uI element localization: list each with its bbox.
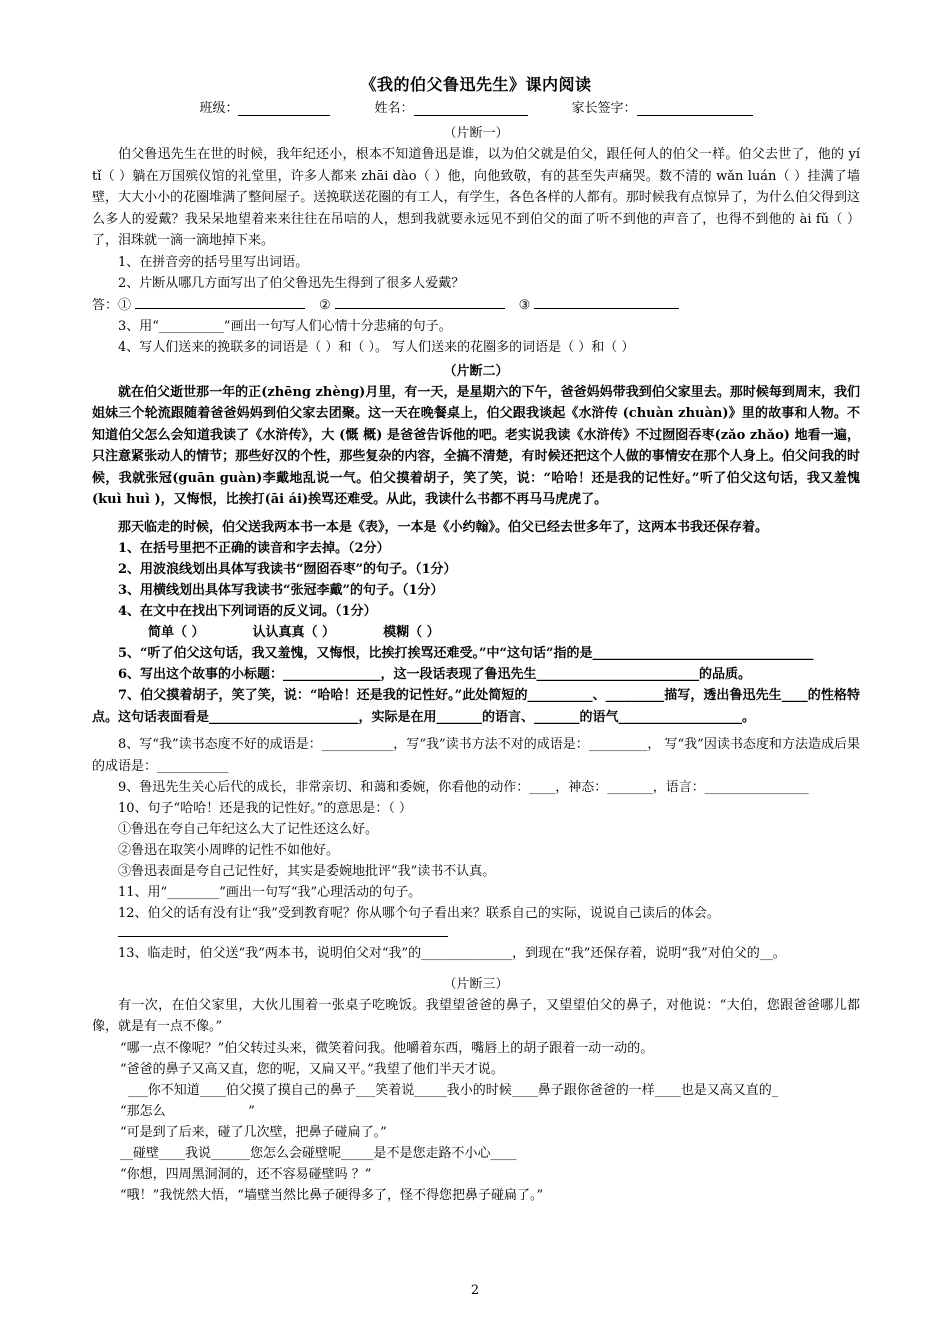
q10-option-3: ③鲁迅表面是夸自己记性好，其实是委婉地批评“我”读书不认真。 xyxy=(118,864,496,879)
dialog-line-4: “那怎么 ” xyxy=(120,1103,255,1119)
page-number: 2 xyxy=(470,1283,480,1298)
antonym-vague: 模糊（ ） xyxy=(383,625,440,640)
section2-label: （片断二） xyxy=(443,363,509,379)
section3-label: （片断三） xyxy=(443,976,509,992)
class-blank[interactable] xyxy=(238,101,330,116)
parent-sign-field xyxy=(572,97,753,116)
section2-paragraph-1: 就在伯父逝世那一年的正(zhēng zhèng)月里，有一天，是星期六的下午，爸爸妈妈带我到伯父家里去。那时候每到周末，我们姐妹三个轮流跟随着爸爸妈妈到伯父家去团聚。这一天在晚餐桌上，伯父跟我谈起《水浒传 (chuàn zhuàn)》里的故事和人物。不知道伯父怎么会知道我读了《水浒传》，大 (慨 概) 是爸爸告诉他的吧。老实说我读《水浒传》不过囫囵吞枣(zǎo zhǎo) 地看一遍，只注意紧张动人的情节；那些好汉的个性，那些复杂的内容，全搞不清楚，有时候还把这个人做的事情安在那个人身上。伯父问我的时候，我就张冠(guān guàn)李戴地乱说一气。伯父摸着胡子，笑了笑，说：“哈哈！还是我的记性好。”听了伯父这句话，我又羞愧(kuì huì )，又悔恨，比挨打(āi ái)挨骂还难受。从此，我读什么书都不再马马虎虎了。 xyxy=(92,384,860,507)
section2-question-13: 13、临走时，伯父送“我”两本书，说明伯父对“我”的______________，到现在“我”还保存着，说明“我”对伯父的__。 xyxy=(118,946,786,961)
section2-question-7: 7、伯父摸着胡子，笑了笑，说：“哈哈！还是我的记性好。”此处简短的__________、_________描写，透出鲁迅先生____的性格特点。这句话表面看是_______________________，实际是在用_______的语言、_______的语气___________________。 xyxy=(92,688,860,725)
student-info-row xyxy=(92,97,860,116)
section3-paragraph: 有一次，在伯父家里，大伙儿围着一张桌子吃晚饭。我望望爸爸的鼻子，又望望伯父的鼻子，对他说：“大伯，您跟爸爸哪儿都像，就是有一点不像。” xyxy=(92,997,860,1034)
class-label: 班级： xyxy=(199,101,239,116)
section2-question-6: 6、写出这个故事的小标题：_______________，这一段话表现了鲁迅先生_________________________的品质。 xyxy=(118,667,752,682)
antonym-row xyxy=(92,622,860,643)
answer-blank-3[interactable] xyxy=(534,294,679,309)
section1-paragraph: 伯父鲁迅先生在世的时候，我年纪还小，根本不知道鲁迅是谁，以为伯父就是伯父，跟任何人的伯父一样。伯父去世了，他的 yí tǐ（ ）躺在万国殡仪馆的礼堂里，许多人都来 zhāi dào（ ）他，向他致敬，有的甚至失声痛哭。数不清的 wǎn luán（ ）挂满了墙壁，大大小小的花圈堆满了整间屋子。送挽联送花圈的有工人，有学生，各色各样的人都有。那时候我有点惊异了，为什么伯父得到这么多人的爱戴？我呆呆地望着来来往往在吊唁的人，想到我就要永远见不到伯父的面了听不到他的声音了，也得不到他的 ài fǔ（ ）了，泪珠就一滴一滴地掉下来。 xyxy=(92,147,860,248)
name-label: 姓名： xyxy=(374,101,414,116)
section2-paragraph-2: 那天临走的时候，伯父送我两本书一本是《表》，一本是《小约翰》。伯父已经去世多年了，这两本书我还保存着。 xyxy=(118,519,769,535)
section2-question-2: 2、用波浪线划出具体写我读书“囫囵吞枣”的句子。（1分） xyxy=(118,562,457,577)
dialog-line-1: “哪一点不像呢？”伯父转过头来，微笑着问我。他嚼着东西，嘴唇上的胡子跟着一动一动的。 xyxy=(120,1040,654,1056)
section2-question-9: 9、鲁迅先生关心后代的成长，非常亲切、和蔼和委婉，你看他的动作：____，神态：_______，语言：________________ xyxy=(118,780,809,795)
answer-blank-2[interactable] xyxy=(335,294,505,309)
section2-question-4: 4、在文中在找出下列词语的反义词。（1分） xyxy=(118,604,377,619)
class-field xyxy=(199,97,330,116)
section1-question-1: 1、在拼音旁的括号里写出词语。 xyxy=(118,254,309,270)
answer-prefix: 答：① xyxy=(92,294,305,316)
section2-question-12: 12、伯父的话有没有让“我”受到教育呢？你从哪个句子看出来？联系自己的实际，说说自己读后的体会。 xyxy=(118,906,720,921)
dialog-line-5: “可是到了后来，碰了几次壁，把鼻子碰扁了。” xyxy=(120,1124,387,1140)
antonym-simple: 简单（ ） xyxy=(148,625,205,640)
dialog-line-7: “你想，四周黑洞洞的，还不容易碰壁吗 ？” xyxy=(120,1166,372,1182)
section1-answer-line xyxy=(92,294,860,316)
section2-question-5: 5、“听了伯父这句话，我又羞愧，又悔恨，比挨打挨骂还难受。”中“这句话”指的是__________________________________ xyxy=(118,646,814,661)
name-field xyxy=(374,97,527,116)
q12-answer-blank[interactable] xyxy=(118,924,448,937)
section1-question-3: 3、用“__________”画出一句写人们心情十分悲痛的句子。 xyxy=(118,318,452,334)
section2-question-1: 1、在括号里把不正确的读音和字去掉。（2分） xyxy=(118,541,390,556)
dialog-line-2: “爸爸的鼻子又高又直，您的呢，又扁又平。”我望了他们半天才说。 xyxy=(120,1061,504,1077)
dialog-line-6: __碰壁____我说______您怎么会碰壁呢_____是不是您走路不小心____ xyxy=(120,1145,517,1161)
section2-question-10: 10、句子“哈哈！还是我的记性好。”的意思是：（ ） xyxy=(118,801,412,816)
section2-question-3: 3、用横线划出具体写我读书“张冠李戴”的句子。（1分） xyxy=(118,583,444,598)
parent-sign-label: 家长签字： xyxy=(571,101,637,116)
q10-option-2: ②鲁迅在取笑小周晔的记性不如他好。 xyxy=(118,843,340,858)
answer-blank-1[interactable] xyxy=(135,294,305,309)
q10-option-1: ①鲁迅在夸自己年纪这么大了记性还这么好。 xyxy=(118,822,379,837)
answer-item-3: ③ xyxy=(519,294,680,316)
dialog-line-3: ___你不知道____伯父摸了摸自己的鼻子___笑着说_____我小的时候____鼻子跟你爸爸的一样____也是又高又直的_ xyxy=(120,1082,779,1098)
antonym-careful: 认认真真（ ） xyxy=(252,625,336,640)
section2-question-8: 8、写“我”读书态度不好的成语是：___________，写“我”读书方法不对的成语是：_________， 写“我”因读书态度和方法造成后果的成语是：___________ xyxy=(92,737,860,774)
parent-sign-blank[interactable] xyxy=(637,101,753,116)
section2-question-11: 11、用“________”画出一句写“我”心理活动的句子。 xyxy=(118,885,422,900)
dialog-line-8: “哦！”我恍然大悟，“墙壁当然比鼻子硬得多了，怪不得您把鼻子碰扁了。” xyxy=(120,1187,544,1203)
worksheet-page xyxy=(92,72,860,1206)
answer-item-2: ② xyxy=(319,294,505,316)
page-title: 《我的伯父鲁迅先生》课内阅读 xyxy=(360,75,592,94)
section1-label: （片断一） xyxy=(443,126,509,141)
section1-question-2: 2、片断从哪几方面写出了伯父鲁迅先生得到了很多人爱戴？ xyxy=(118,275,465,291)
section1-question-4: 4、写人们送来的挽联多的词语是（ ）和（ ）。 写人们送来的花圈多的词语是（ ）和（ ） xyxy=(118,339,635,355)
name-blank[interactable] xyxy=(414,101,528,116)
